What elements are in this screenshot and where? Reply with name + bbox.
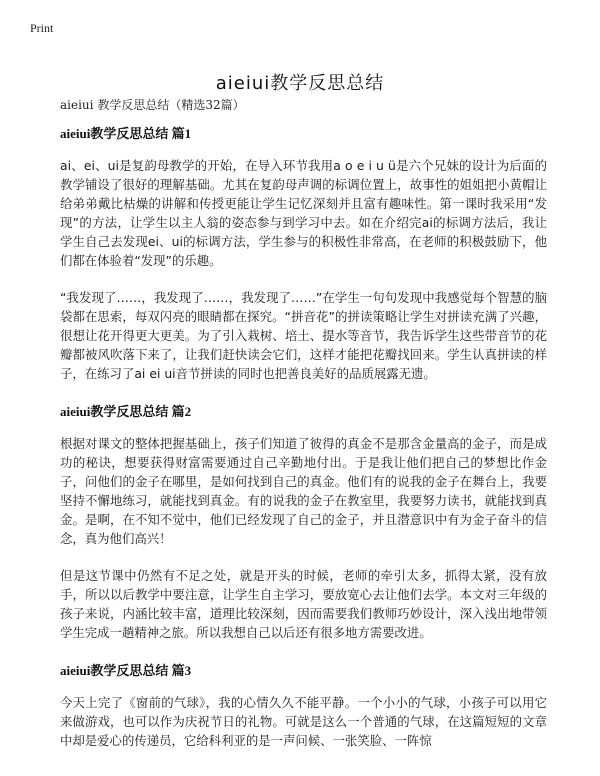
- paragraph: 但是这节课中仍然有不足之处，就是开头的时候，老师的牵引太多，抓得太紧，没有放手，所以以后教学中要注意，让学生自主学习，要放宽心去让他们去学。本文对三年级的孩子来说，内涵比较丰富，道理比较深刻，因而需要我们教师巧妙设计，深入浅出地带领学生完成一趟精神之旅。所以我想自己以后还有很多地方需要改进。: [60, 568, 547, 640]
- article-body: [60, 123, 547, 768]
- print-label[interactable]: Print: [30, 21, 54, 35]
- section-1: [60, 123, 547, 383]
- paragraph: ai、ei、ui是复韵母教学的开始，在导入环节我用a o e i u ü是六个兄妹的设计为后面的教学铺设了很好的理解基础。尤其在复韵母声调的标调位置上，故事性的姐姐把小黄帽让给弟弟戴比枯燥的讲解和传授更能让学生记忆深刻并且富有趣味性。第一课时我采用“发现”的方法，让学生以主人翁的姿态参与到学习中去。如在介绍完ai的标调方法后，我让学生自己去发现ei、ui的标调方法，学生参与的积极性非常高，在老师的积极鼓励下，他们都在体验着“发现”的乐趣。: [60, 158, 547, 268]
- section-3: [60, 660, 547, 750]
- paragraph: 根据对课文的整体把握基础上，孩子们知道了彼得的真金不是那含金量高的金子，而是成功的秘诀，想要获得财富需要通过自己辛勤地付出。于是我让他们把自己的梦想比作金子，问他们的金子在哪里，是如何找到自己的真金。他们有的说我的金子在舞台上，我要坚持不懈地练习，就能找到真金。有的说我的金子在教室里，我要努力读书，就能找到真金。是啊，在不知不觉中，他们已经发现了自己的金子，并且潜意识中有为金子奋斗的信念，真为他们高兴！: [60, 436, 547, 546]
- intro-line: aieiui 教学反思总结（精选32篇）: [60, 98, 245, 112]
- paragraph: 今天上完了《窗前的气球》，我的心情久久不能平静。一个小小的气球，小孩子可以用它来做游戏，也可以作为庆祝节日的礼物。可就是这么一个普通的气球，在这篇短短的文章中却是爱心的传递员，它给科利亚的是一声问候、一张笑脸、一阵惊: [60, 695, 547, 748]
- paragraph: “我发现了……，我发现了……，我发现了……”在学生一句句发现中我感觉每个智慧的脑袋都在思索，每双闪亮的眼睛都在探究。“拼音花”的拼读策略让学生对拼读充满了兴趣，很想让花开得更大更美。为了引入栽树、培土、提水等音节，我告诉学生这些带音节的花瓣都被风吹落下来了，让我们赶快读会它们，这样才能把花瓣找回来。学生认真拼读的样子，在练习了ai ei ui音节拼读的同时也把善良美好的品质展露无遗。: [60, 290, 547, 381]
- section-heading: aieiui教学反思总结 篇1: [60, 126, 192, 141]
- section-2: [60, 401, 547, 642]
- section-heading: aieiui教学反思总结 篇2: [60, 404, 192, 419]
- document-title: aieiui教学反思总结: [215, 73, 385, 95]
- section-heading: aieiui教学反思总结 篇3: [60, 663, 192, 678]
